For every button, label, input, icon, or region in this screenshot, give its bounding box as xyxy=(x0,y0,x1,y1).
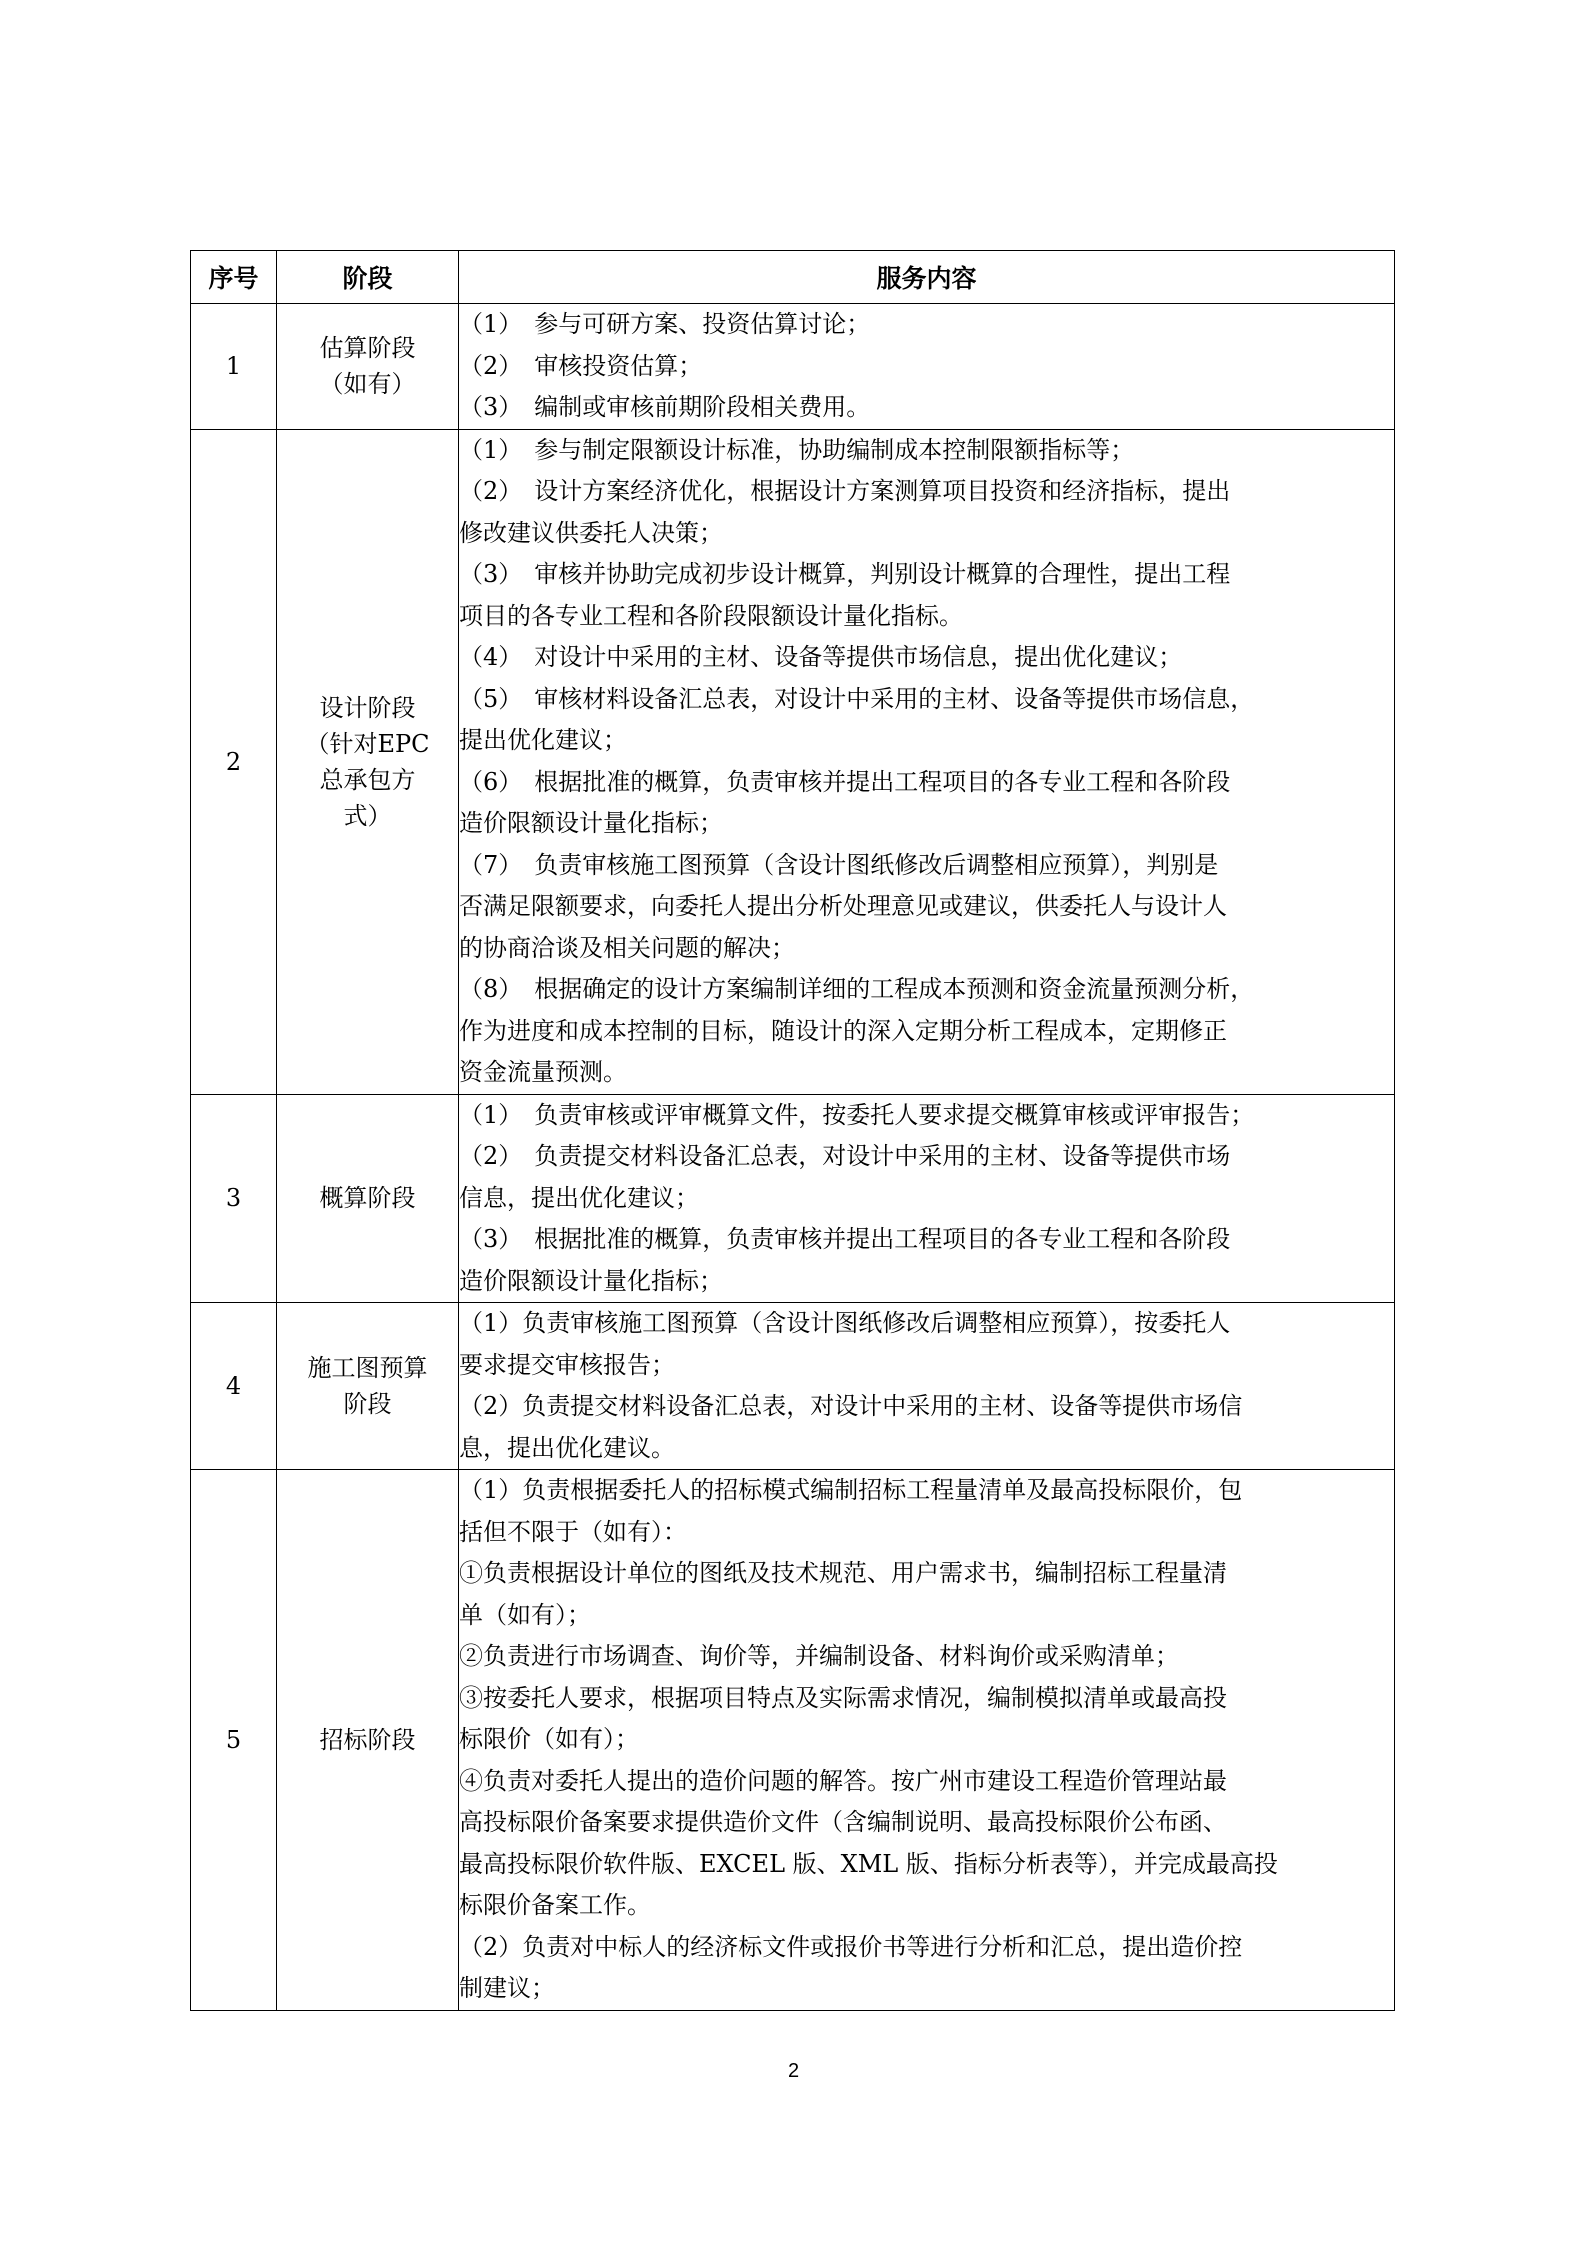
stage-line: 阶段 xyxy=(343,1390,392,1418)
table-row xyxy=(191,1470,1395,2011)
row-number: 5 xyxy=(191,1470,277,2011)
content-line: （2） 审核投资估算； xyxy=(459,351,703,380)
row-content xyxy=(459,1470,1395,2011)
table-row xyxy=(191,1303,1395,1470)
content-line: （3） 审核并协助完成初步设计概算，判别设计概算的合理性，提出工程 xyxy=(459,560,1231,588)
content-line: 最高投标限价软件版、EXCEL 版、XML 版、指标分析表等），并完成最高投 xyxy=(459,1849,1278,1878)
content-line: （1）负责审核施工图预算（含设计图纸修改后调整相应预算），按委托人 xyxy=(459,1309,1231,1337)
content-line: （5） 审核材料设备汇总表，对设计中采用的主材、设备等提供市场信息， xyxy=(459,684,1255,713)
row-content xyxy=(459,304,1395,430)
row-content xyxy=(459,429,1395,1094)
row-stage xyxy=(277,1470,459,2011)
header-stage: 阶段 xyxy=(277,251,459,304)
stage-line: 估算阶段 xyxy=(319,334,416,363)
content-line: 造价限额设计量化指标； xyxy=(459,809,723,837)
content-line: 作为进度和成本控制的目标，随设计的深入定期分析工程成本，定期修正 xyxy=(459,1016,1227,1045)
stage-line: （针对EPC xyxy=(305,729,430,758)
table-row xyxy=(191,1094,1395,1303)
content-line: 的协商洽谈及相关问题的解决； xyxy=(459,933,795,962)
content-line: ④负责对委托人提出的造价问题的解答。按广州市建设工程造价管理站最 xyxy=(459,1766,1227,1795)
content-line: 高投标限价备案要求提供造价文件（含编制说明、最高投标限价公布函、 xyxy=(459,1808,1227,1836)
row-number: 4 xyxy=(191,1303,277,1470)
content-line: （1） 参与可研方案、投资估算讨论； xyxy=(459,310,871,338)
content-line: 制建议； xyxy=(459,1974,555,2002)
content-line: （1） 负责审核或评审概算文件，按委托人要求提交概算审核或评审报告； xyxy=(459,1100,1255,1129)
row-number: 1 xyxy=(191,304,277,430)
content-line: ③按委托人要求，根据项目特点及实际需求情况，编制模拟清单或最高投 xyxy=(459,1683,1227,1712)
row-number: 2 xyxy=(191,429,277,1094)
content-line: 要求提交审核报告； xyxy=(459,1350,675,1379)
content-line: 标限价备案工作。 xyxy=(459,1891,651,1919)
stage-line: 招标阶段 xyxy=(319,1725,416,1754)
header-number: 序号 xyxy=(191,251,277,304)
row-content xyxy=(459,1094,1395,1303)
content-line: 否满足限额要求，向委托人提出分析处理意见或建议，供委托人与设计人 xyxy=(459,892,1227,920)
header-row xyxy=(191,251,1395,304)
table-row xyxy=(191,304,1395,430)
stage-line: 式） xyxy=(343,801,392,830)
content-line: （2）负责对中标人的经济标文件或报价书等进行分析和汇总，提出造价控 xyxy=(459,1932,1243,1961)
row-stage xyxy=(277,1094,459,1303)
content-line: （7） 负责审核施工图预算（含设计图纸修改后调整相应预算），判别是 xyxy=(459,850,1219,879)
stage-line: （如有） xyxy=(319,370,416,399)
stage-line: 概算阶段 xyxy=(319,1184,416,1213)
content-line: 括但不限于（如有）： xyxy=(459,1517,687,1546)
content-line: （8） 根据确定的设计方案编制详细的工程成本预测和资金流量预测分析， xyxy=(459,975,1255,1003)
content-line: （3） 编制或审核前期阶段相关费用。 xyxy=(459,393,871,421)
stage-line: 设计阶段 xyxy=(319,693,416,722)
service-table xyxy=(190,250,1395,2011)
content-line: 信息，提出优化建议； xyxy=(459,1183,699,1212)
content-line: （2） 设计方案经济优化，根据设计方案测算项目投资和经济指标，提出 xyxy=(459,477,1231,505)
table-row xyxy=(191,429,1395,1094)
content-line: 标限价（如有）； xyxy=(459,1725,639,1753)
content-line: 项目的各专业工程和各阶段限额设计量化指标。 xyxy=(459,601,963,630)
content-line: ①负责根据设计单位的图纸及技术规范、用户需求书，编制招标工程量清 xyxy=(459,1559,1227,1587)
row-stage xyxy=(277,1303,459,1470)
row-stage xyxy=(277,429,459,1094)
stage-line: 施工图预算 xyxy=(307,1354,428,1382)
row-number: 3 xyxy=(191,1094,277,1303)
content-line: （1）负责根据委托人的招标模式编制招标工程量清单及最高投标限价，包 xyxy=(459,1476,1243,1504)
content-line: 提出优化建议； xyxy=(459,726,627,754)
content-line: （2）负责提交材料设备汇总表，对设计中采用的主材、设备等提供市场信 xyxy=(459,1392,1243,1420)
content-line: ②负责进行市场调查、询价等，并编制设备、材料询价或采购清单； xyxy=(459,1642,1179,1670)
content-line: 修改建议供委托人决策； xyxy=(459,518,723,547)
content-line: 资金流量预测。 xyxy=(459,1058,627,1086)
content-line: （4） 对设计中采用的主材、设备等提供市场信息，提出优化建议； xyxy=(459,643,1183,671)
content-line: （1） 参与制定限额设计标准，协助编制成本控制限额指标等； xyxy=(459,435,1135,464)
stage-line: 总承包方 xyxy=(319,765,416,794)
header-service-content: 服务内容 xyxy=(459,251,1395,304)
content-line: 造价限额设计量化指标； xyxy=(459,1266,723,1295)
content-line: 息，提出优化建议。 xyxy=(459,1433,675,1462)
content-line: （6） 根据批准的概算，负责审核并提出工程项目的各专业工程和各阶段 xyxy=(459,767,1231,796)
row-stage xyxy=(277,304,459,430)
content-line: 单（如有）； xyxy=(459,1600,591,1629)
content-line: （3） 根据批准的概算，负责审核并提出工程项目的各专业工程和各阶段 xyxy=(459,1225,1231,1253)
row-content xyxy=(459,1303,1395,1470)
content-line: （2） 负责提交材料设备汇总表，对设计中采用的主材、设备等提供市场 xyxy=(459,1142,1231,1170)
page-number: 2 xyxy=(787,2060,800,2082)
